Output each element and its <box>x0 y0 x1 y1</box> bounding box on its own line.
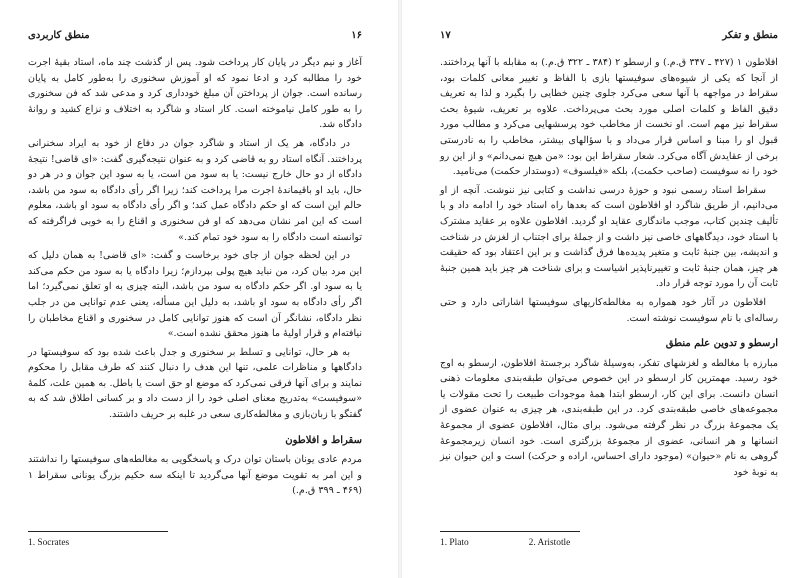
footnote: 1. Plato <box>440 538 469 548</box>
right-page <box>400 0 800 578</box>
paragraph: افلاطون ۱ (۴۲۷ ـ ۳۴۷ ق.م.) و ارسطو ۲ (۳۸۴ ـ ۳۲۲ ق.م.) به مقابله با آنها پرداختند. از آنجا که یکی از شیوه‌های سوفیستها بازی با الفاظ و تغییر معانی کلمات بود، سقراط در مواجهه با آنها سعی می‌کرد جلوی چنین خطایی را بگیرد و لذا به تعریف دقیق الفاظ و کلمات اصلی مورد بحث می‌پرداخت. علاوه بر تعریف، شیوهٔ بحث سقراط نیز مهم است. او نخست از مخاطب خود پرسشهایی می‌کرد و مطالب مورد قبول او را مبنا و اساس قرار می‌داد و با سؤالهای بیشتر، مخاطب را به نادرستی برخی از عقایدش آگاه می‌کرد. شعار سقراط این بود: «من هیچ نمی‌دانم» و از این رو خود را نه سوفیست (صاحب حکمت)، بلکه «فیلسوف» (دوستدار حکمت) می‌نامید. <box>440 57 778 178</box>
paragraph: آغاز و نیم دیگر در پایان کار پرداخت شود. پس از گذشت چند ماه، استاد بقیهٔ اجرت خود را مطالبه کرد و ادعا نمود که او آموزش سخنوری را به‌طور کامل به پایان رسانده است. جوان از پرداختن آن مبلغ خودداری کرد و مدعی شد که فن سخنوری را به طور کامل نیاموخته است. کار استاد و شاگرد به اختلاف و نزاع کشید و روانهٔ دادگاه شد. <box>28 57 362 131</box>
page-number: ۱۶ <box>351 30 362 41</box>
section-heading: سقراط و افلاطون <box>285 434 362 446</box>
paragraph: افلاطون در آثار خود همواره به مغالطه‌کاریهای سوفیستها اشاراتی دارد و حتی رساله‌ای با نام سوفیست نوشته است. <box>440 296 778 324</box>
paragraph: مردم عادی یونان باستان توان درک و پاسخگویی به مغالطه‌های سوفیستها را نداشتند و این امر به تقویت موضع آنها می‌گردید تا اینکه سه حکیم بزرگ یونانی سقراط ۱ (۴۶۹ ـ ۳۹۹ ق.م.) <box>28 454 362 497</box>
page-body <box>28 55 362 499</box>
footnote-divider <box>28 531 168 532</box>
paragraph: در دادگاه، هر یک از استاد و شاگرد جوان در دفاع از خود به ایراد سخنرانی پرداختند. آنگاه استاد رو به قاضی کرد و به عنوان نتیجه‌گیری گفت: «ای قاضی! نتیجهٔ دادگاه از دو حال خارج نیست: یا به سود من است، یا به سود این جوان و در هر دو حال، باید او باقیماندهٔ اجرت مرا پرداخت کند؛ زیرا اگر رأی دادگاه به سود من باشد، حالم این است که او حکم دادگاه عمل کند؛ و اگر رأی دادگاه به سود او باشد، معلوم است که این امر نشان می‌دهد که او فن سخنوری و اقناع را به خوبی فراگرفته که توانسته است دادگاه را به سود خود تمام کند.» <box>28 137 362 243</box>
running-head: منطق کاربردی <box>28 30 90 41</box>
footnote-area <box>440 517 778 548</box>
page-body <box>440 55 778 480</box>
paragraph: در این لحظه جوان از جای خود برخاست و گفت: «ای قاضی! به همان دلیل که این مرد بیان کرد، من نباید هیچ پولی بپردازم؛ زیرا دادگاه یا به سود من حکم می‌کند یا به سود او. اگر حکم دادگاه به سود من باشد، البته چیزی به او تعلق نمی‌گیرد؛ اما اگر رأی دادگاه به سود او باشد، به دلیل این مسأله، یعنی عدم توانایی من در جلب نظر دادگاه، نشانگر آن است که هنوز توانایی کامل در سخنوری و اقناع مخاطبان را نیافته‌ام و قرار اولیهٔ ما هنوز محقق نشده است.» <box>28 250 362 340</box>
footnotes <box>440 538 778 548</box>
running-head: منطق و تفکر <box>722 30 778 41</box>
footnote: 2. Aristotle <box>528 538 571 548</box>
page-header <box>28 30 362 41</box>
paragraph: سقراط استاد رسمی نبود و حوزهٔ درسی نداشت و کتابی نیز ننوشت. آنچه از او می‌دانیم، از طریق شاگرد او افلاطون است که بعدها راه استاد خود را ادامه داد و با تألیف چندین کتاب، موجب ماندگاری عقاید او گردید. افلاطون علاوه بر عقاید مشترک با استاد خود، دیدگاههای خاصی نیز داشت و از جملهٔ برای اجتناب از لغزش در شناخت و اندیشه، بین جنبهٔ ثابت و متغیر پدیده‌ها فرق گذاشت و بر این اعتقاد بود که حقیقت هر چیز، همان جنبهٔ ثابت و تغییرناپذیر اشیاست و برای شناخت هر چیز باید همین جنبهٔ ثابت آن را مورد توجه قرار داد. <box>440 184 778 290</box>
page-header <box>440 30 778 41</box>
footnotes <box>28 538 362 548</box>
paragraph: مبارزه با مغالطه و لغزشهای تفکر، به‌وسیلهٔ شاگرد برجستهٔ افلاطون، ارسطو به اوج خود رسید. مهمترین کار ارسطو در این خصوص می‌توان طبقه‌بندی معلومات ذهنی انسان دانست. برای این کار، ارسطو ابتدا همهٔ موجودات طبیعت را تحت مقولات یا مجموعه‌های خاصی طبقه‌بندی کرد. در این طبقه‌بندی، هر چیزی به عنوان عضوی از یک مجموعهٔ بزرگ در نظر گرفته می‌شود. برای مثال، افلاطون عضوی از مجموعهٔ انسانها و هر انسانی، عضوی از مجموعهٔ بزرگتری است. خود انسان زیرمجموعهٔ گروهی به نام «حیوان» (موجود دارای احساس، اراده و حرکت) است و این حیوان نیز به نوبهٔ خود <box>440 357 778 478</box>
footnote-area <box>28 517 362 548</box>
footnote-divider <box>440 531 580 532</box>
footnote: 1. Socrates <box>28 538 70 548</box>
page-number: ۱۷ <box>440 30 451 41</box>
paragraph: به هر حال، توانایی و تسلط بر سخنوری و جدل باعث شده بود که سوفیستها در دادگاهها و مناظرات علمی، تنها این هدف را دنبال کنند که طرف مقابل را محکوم نمایند و برای آنها فرقی نمی‌کرد که موضع او حق است یا باطل. به همین علت، کلمهٔ «سوفیست» به‌تدریج معنای اصلی خود را از دست داد و بر کسانی اطلاق شد که به گفتگو با زبان‌بازی و مغالطه‌کاری سعی در غلبه بر حریف داشتند. <box>28 346 362 421</box>
section-heading: ارسطو و تدوین علم منطق <box>665 338 778 350</box>
